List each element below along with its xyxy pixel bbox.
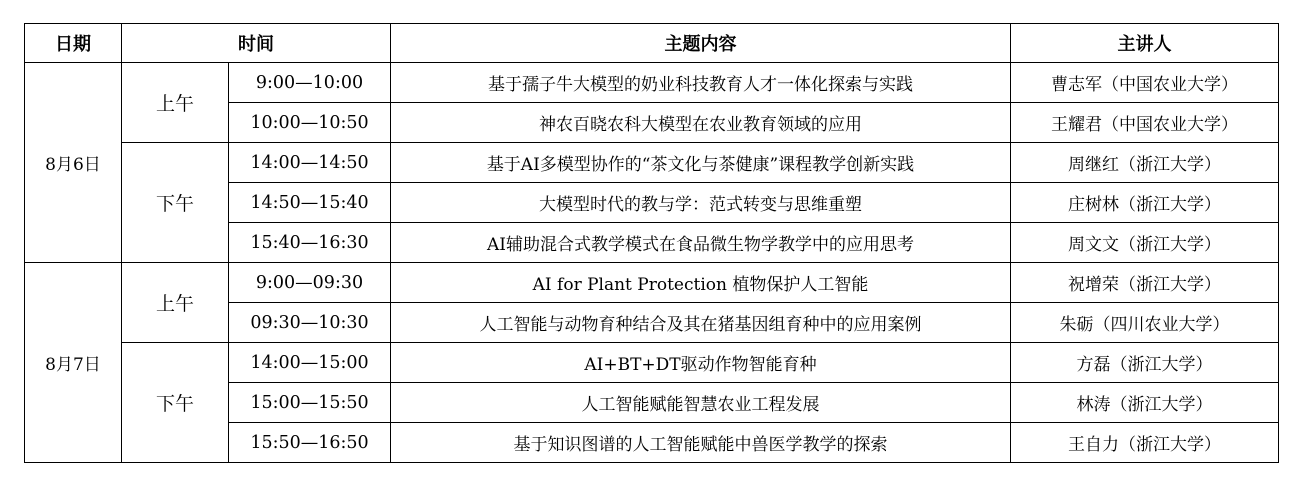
topic-cell: 基于知识图谱的人工智能赋能中兽医学教学的探索 [391, 423, 1011, 463]
half-day-cell: 上午 [122, 63, 229, 143]
date-cell: 8月7日 [25, 263, 122, 463]
topic-cell: AI辅助混合式教学模式在食品微生物学教学中的应用思考 [391, 223, 1011, 263]
speaker-cell: 曹志军（中国农业大学） [1011, 63, 1279, 103]
time-cell: 14:00—14:50 [229, 143, 391, 183]
speaker-cell: 朱砺（四川农业大学） [1011, 303, 1279, 343]
table-row [25, 143, 1279, 183]
half-day-cell: 下午 [122, 343, 229, 463]
table-row [25, 263, 1279, 303]
schedule-table [24, 23, 1279, 463]
time-cell: 15:00—15:50 [229, 383, 391, 423]
header-date: 日期 [25, 24, 122, 63]
topic-cell: 大模型时代的教与学：范式转变与思维重塑 [391, 183, 1011, 223]
time-cell: 10:00—10:50 [229, 103, 391, 143]
speaker-cell: 祝增荣（浙江大学） [1011, 263, 1279, 303]
topic-cell: 神农百晓农科大模型在农业教育领域的应用 [391, 103, 1011, 143]
date-cell: 8月6日 [25, 63, 122, 263]
time-cell: 14:50—15:40 [229, 183, 391, 223]
topic-cell: AI+BT+DT驱动作物智能育种 [391, 343, 1011, 383]
time-cell: 14:00—15:00 [229, 343, 391, 383]
time-cell: 15:50—16:50 [229, 423, 391, 463]
topic-cell: 人工智能赋能智慧农业工程发展 [391, 383, 1011, 423]
table-row [25, 343, 1279, 383]
speaker-cell: 周继红（浙江大学） [1011, 143, 1279, 183]
topic-cell: 基于AI多模型协作的“茶文化与茶健康”课程教学创新实践 [391, 143, 1011, 183]
speaker-cell: 林涛（浙江大学） [1011, 383, 1279, 423]
topic-cell: 基于孺子牛大模型的奶业科技教育人才一体化探索与实践 [391, 63, 1011, 103]
header-speaker: 主讲人 [1011, 24, 1279, 63]
half-day-cell: 下午 [122, 143, 229, 263]
speaker-cell: 方磊（浙江大学） [1011, 343, 1279, 383]
header-row [25, 24, 1279, 63]
speaker-cell: 王自力（浙江大学） [1011, 423, 1279, 463]
speaker-cell: 王耀君（中国农业大学） [1011, 103, 1279, 143]
speaker-cell: 周文文（浙江大学） [1011, 223, 1279, 263]
time-cell: 9:00—09:30 [229, 263, 391, 303]
time-cell: 15:40—16:30 [229, 223, 391, 263]
header-time: 时间 [122, 24, 391, 63]
half-day-cell: 上午 [122, 263, 229, 343]
speaker-cell: 庄树林（浙江大学） [1011, 183, 1279, 223]
header-topic: 主题内容 [391, 24, 1011, 63]
time-cell: 9:00—10:00 [229, 63, 391, 103]
time-cell: 09:30—10:30 [229, 303, 391, 343]
topic-cell: AI for Plant Protection 植物保护人工智能 [391, 263, 1011, 303]
topic-cell: 人工智能与动物育种结合及其在猪基因组育种中的应用案例 [391, 303, 1011, 343]
table-row [25, 63, 1279, 103]
